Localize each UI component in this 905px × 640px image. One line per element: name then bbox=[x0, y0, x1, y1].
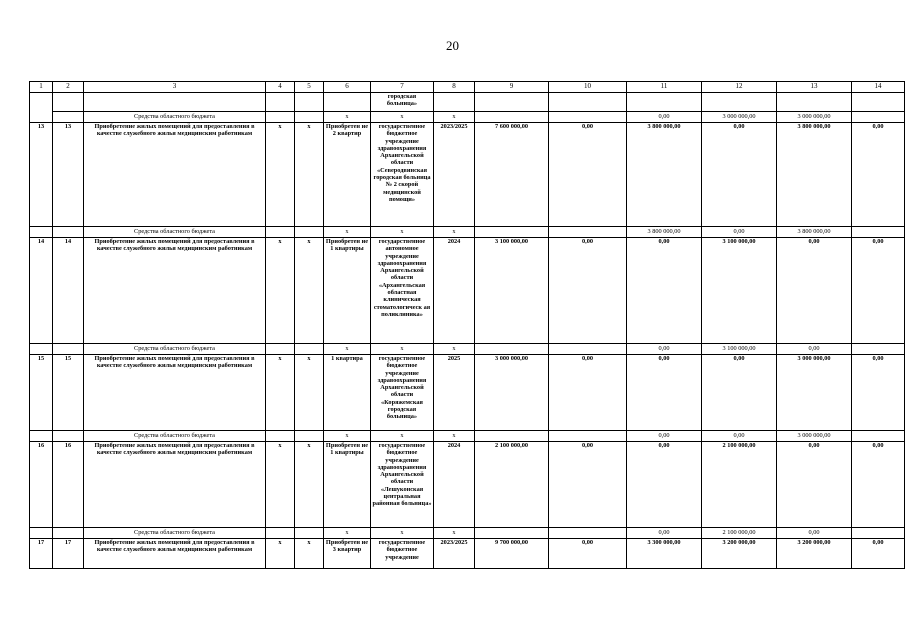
fragment-cell bbox=[30, 93, 53, 123]
source-cell bbox=[266, 112, 295, 123]
source-value: 3 100 000,00 bbox=[702, 344, 777, 355]
item-row bbox=[30, 442, 905, 528]
header-cell: 5 bbox=[295, 82, 324, 93]
item-number: 15 bbox=[30, 355, 53, 431]
source-value: 3 000 000,00 bbox=[777, 112, 852, 123]
item-col12: 0,00 bbox=[702, 355, 777, 431]
fragment-cell bbox=[852, 93, 905, 112]
source-x: x bbox=[371, 112, 434, 123]
source-cell bbox=[549, 112, 627, 123]
item-title: Приобретение жилых помещений для предоставления в качестве служебного жилья медицинским работникам bbox=[84, 442, 266, 528]
item-period: 2024 bbox=[434, 238, 475, 344]
item-result: Приобретен ие 1 квартиры bbox=[324, 238, 371, 344]
item-col5: x bbox=[295, 238, 324, 344]
item-col14: 0,00 bbox=[852, 539, 905, 569]
item-col5: x bbox=[295, 123, 324, 227]
source-x: x bbox=[371, 227, 434, 238]
source-cell bbox=[266, 431, 295, 442]
source-x: x bbox=[434, 431, 475, 442]
fragment-cell bbox=[549, 93, 627, 112]
source-x: x bbox=[324, 344, 371, 355]
item-row bbox=[30, 355, 905, 431]
item-col12: 3 200 000,00 bbox=[702, 539, 777, 569]
item-col10: 0,00 bbox=[549, 123, 627, 227]
source-cell bbox=[295, 528, 324, 539]
item-result: 1 квартира bbox=[324, 355, 371, 431]
item-col12: 2 100 000,00 bbox=[702, 442, 777, 528]
item-title: Приобретение жилых помещений для предоставления в качестве служебного жилья медицинским работникам bbox=[84, 539, 266, 569]
source-cell bbox=[549, 528, 627, 539]
item-col11: 0,00 bbox=[627, 355, 702, 431]
fragment-cell bbox=[324, 93, 371, 112]
item-col14: 0,00 bbox=[852, 238, 905, 344]
item-col12: 0,00 bbox=[702, 123, 777, 227]
item-title: Приобретение жилых помещений для предоставления в качестве служебного жилья медицинским работникам bbox=[84, 238, 266, 344]
header-cell: 8 bbox=[434, 82, 475, 93]
source-cell bbox=[295, 344, 324, 355]
source-value: 0,00 bbox=[627, 112, 702, 123]
source-cell bbox=[475, 431, 549, 442]
source-cell bbox=[549, 431, 627, 442]
item-institution: государственное бюджетное учреждение bbox=[371, 539, 434, 569]
source-value: 3 000 000,00 bbox=[777, 431, 852, 442]
source-cell bbox=[549, 227, 627, 238]
fragment-cell bbox=[627, 93, 702, 112]
item-total: 2 100 000,00 bbox=[475, 442, 549, 528]
item-institution: государственное бюджетное учреждение здравоохранения Архангельской области «Лешуконская центральная районная больница» bbox=[371, 442, 434, 528]
source-value: 0,00 bbox=[702, 227, 777, 238]
item-title: Приобретение жилых помещений для предоставления в качестве служебного жилья медицинским работникам bbox=[84, 123, 266, 227]
source-value: 0,00 bbox=[777, 344, 852, 355]
fragment-cell bbox=[777, 93, 852, 112]
item-col13: 3 800 000,00 bbox=[777, 123, 852, 227]
source-x: x bbox=[371, 431, 434, 442]
item-col4: x bbox=[266, 123, 295, 227]
item-row bbox=[30, 539, 905, 569]
source-value: 0,00 bbox=[702, 431, 777, 442]
header-cell: 11 bbox=[627, 82, 702, 93]
item-col14: 0,00 bbox=[852, 355, 905, 431]
fragment-cell bbox=[84, 93, 266, 112]
item-col4: x bbox=[266, 355, 295, 431]
item-col4: x bbox=[266, 539, 295, 569]
source-value: 0,00 bbox=[627, 344, 702, 355]
source-x: x bbox=[434, 112, 475, 123]
item-col13: 0,00 bbox=[777, 442, 852, 528]
source-value: 3 000 000,00 bbox=[702, 112, 777, 123]
item-total: 3 100 000,00 bbox=[475, 238, 549, 344]
item-col11: 0,00 bbox=[627, 442, 702, 528]
source-cell bbox=[53, 431, 84, 442]
header-row bbox=[30, 82, 905, 93]
item-col14: 0,00 bbox=[852, 442, 905, 528]
source-cell bbox=[852, 431, 905, 442]
source-value: 0,00 bbox=[627, 431, 702, 442]
source-cell bbox=[30, 528, 53, 539]
item-total: 9 700 000,00 bbox=[475, 539, 549, 569]
header-cell: 3 bbox=[84, 82, 266, 93]
item-institution: государственное бюджетное учреждение здравоохранения Архангельской области «Северодвинская городская больница № 2 скорой медицинской помощи» bbox=[371, 123, 434, 227]
source-cell bbox=[53, 112, 84, 123]
source-value: 3 800 000,00 bbox=[777, 227, 852, 238]
source-cell bbox=[295, 227, 324, 238]
budget-table bbox=[29, 81, 905, 569]
item-total: 3 000 000,00 bbox=[475, 355, 549, 431]
page-number: 20 bbox=[446, 38, 459, 53]
source-x: x bbox=[324, 528, 371, 539]
item-subnumber: 13 bbox=[53, 123, 84, 227]
source-cell bbox=[549, 344, 627, 355]
source-x: x bbox=[371, 344, 434, 355]
item-col11: 0,00 bbox=[627, 238, 702, 344]
source-cell bbox=[53, 227, 84, 238]
source-x: x bbox=[324, 431, 371, 442]
source-cell bbox=[295, 431, 324, 442]
header-cell: 14 bbox=[852, 82, 905, 93]
item-row bbox=[30, 123, 905, 227]
source-cell bbox=[852, 528, 905, 539]
item-institution: государственное бюджетное учреждение здравоохранения Архангельской области «Коряжемская городская больница» bbox=[371, 355, 434, 431]
header-cell: 9 bbox=[475, 82, 549, 93]
item-title: Приобретение жилых помещений для предоставления в качестве служебного жилья медицинским работникам bbox=[84, 355, 266, 431]
source-cell bbox=[852, 227, 905, 238]
item-period: 2025 bbox=[434, 355, 475, 431]
source-cell bbox=[475, 227, 549, 238]
source-row bbox=[30, 344, 905, 355]
source-cell bbox=[475, 528, 549, 539]
fragment-cell bbox=[475, 93, 549, 112]
item-col13: 0,00 bbox=[777, 238, 852, 344]
item-total: 7 600 000,00 bbox=[475, 123, 549, 227]
header-cell: 10 bbox=[549, 82, 627, 93]
item-col10: 0,00 bbox=[549, 355, 627, 431]
header-cell: 13 bbox=[777, 82, 852, 93]
source-label: Средства областного бюджета bbox=[84, 344, 266, 355]
item-subnumber: 14 bbox=[53, 238, 84, 344]
source-x: x bbox=[434, 528, 475, 539]
item-result: Приобретен ие 1 квартиры bbox=[324, 442, 371, 528]
source-cell bbox=[266, 344, 295, 355]
source-cell bbox=[266, 227, 295, 238]
source-cell bbox=[475, 344, 549, 355]
item-col5: x bbox=[295, 355, 324, 431]
source-cell bbox=[30, 431, 53, 442]
item-period: 2023/2025 bbox=[434, 539, 475, 569]
item-col13: 3 200 000,00 bbox=[777, 539, 852, 569]
item-col10: 0,00 bbox=[549, 238, 627, 344]
item-col4: x bbox=[266, 238, 295, 344]
source-cell bbox=[266, 528, 295, 539]
fragment-cell bbox=[702, 93, 777, 112]
header-cell: 1 bbox=[30, 82, 53, 93]
item-period: 2024 bbox=[434, 442, 475, 528]
source-label: Средства областного бюджета bbox=[84, 112, 266, 123]
source-cell bbox=[295, 112, 324, 123]
item-number: 17 bbox=[30, 539, 53, 569]
item-col4: x bbox=[266, 442, 295, 528]
fragment-cell bbox=[53, 93, 84, 112]
item-col5: x bbox=[295, 539, 324, 569]
source-row bbox=[30, 431, 905, 442]
source-x: x bbox=[324, 227, 371, 238]
source-cell bbox=[30, 344, 53, 355]
item-col12: 3 100 000,00 bbox=[702, 238, 777, 344]
fragment-cell bbox=[434, 93, 475, 112]
source-label: Средства областного бюджета bbox=[84, 227, 266, 238]
item-col14: 0,00 bbox=[852, 123, 905, 227]
source-cell bbox=[53, 344, 84, 355]
source-cell bbox=[852, 344, 905, 355]
item-result: Приобретен ие 3 квартир bbox=[324, 539, 371, 569]
item-col13: 3 000 000,00 bbox=[777, 355, 852, 431]
item-subnumber: 17 bbox=[53, 539, 84, 569]
fragment-institution: городская больница» bbox=[371, 93, 434, 112]
item-institution: государственное автономное учреждение здравоохранения Архангельской области «Архангельская областная клиническая стоматологическ ая поликлиника» bbox=[371, 238, 434, 344]
header-cell: 12 bbox=[702, 82, 777, 93]
source-value: 0,00 bbox=[777, 528, 852, 539]
source-value: 2 100 000,00 bbox=[702, 528, 777, 539]
source-cell bbox=[53, 528, 84, 539]
item-subnumber: 16 bbox=[53, 442, 84, 528]
item-col11: 3 300 000,00 bbox=[627, 539, 702, 569]
source-label: Средства областного бюджета bbox=[84, 431, 266, 442]
source-row bbox=[30, 227, 905, 238]
fragment-cell bbox=[295, 93, 324, 112]
item-number: 16 bbox=[30, 442, 53, 528]
fragment-row bbox=[30, 93, 905, 112]
item-period: 2023/2025 bbox=[434, 123, 475, 227]
source-x: x bbox=[434, 227, 475, 238]
source-cell bbox=[852, 112, 905, 123]
source-row bbox=[30, 528, 905, 539]
item-col10: 0,00 bbox=[549, 442, 627, 528]
item-subnumber: 15 bbox=[53, 355, 84, 431]
header-cell: 7 bbox=[371, 82, 434, 93]
item-col10: 0,00 bbox=[549, 539, 627, 569]
source-x: x bbox=[324, 112, 371, 123]
source-cell bbox=[475, 112, 549, 123]
source-row bbox=[30, 112, 905, 123]
header-cell: 6 bbox=[324, 82, 371, 93]
header-cell: 2 bbox=[53, 82, 84, 93]
source-value: 0,00 bbox=[627, 528, 702, 539]
fragment-cell bbox=[266, 93, 295, 112]
item-result: Приобретен ие 2 квартир bbox=[324, 123, 371, 227]
source-cell bbox=[30, 227, 53, 238]
source-value: 3 800 000,00 bbox=[627, 227, 702, 238]
source-label: Средства областного бюджета bbox=[84, 528, 266, 539]
source-x: x bbox=[434, 344, 475, 355]
item-number: 13 bbox=[30, 123, 53, 227]
item-row bbox=[30, 238, 905, 344]
item-number: 14 bbox=[30, 238, 53, 344]
item-col5: x bbox=[295, 442, 324, 528]
item-col11: 3 800 000,00 bbox=[627, 123, 702, 227]
header-cell: 4 bbox=[266, 82, 295, 93]
source-x: x bbox=[371, 528, 434, 539]
